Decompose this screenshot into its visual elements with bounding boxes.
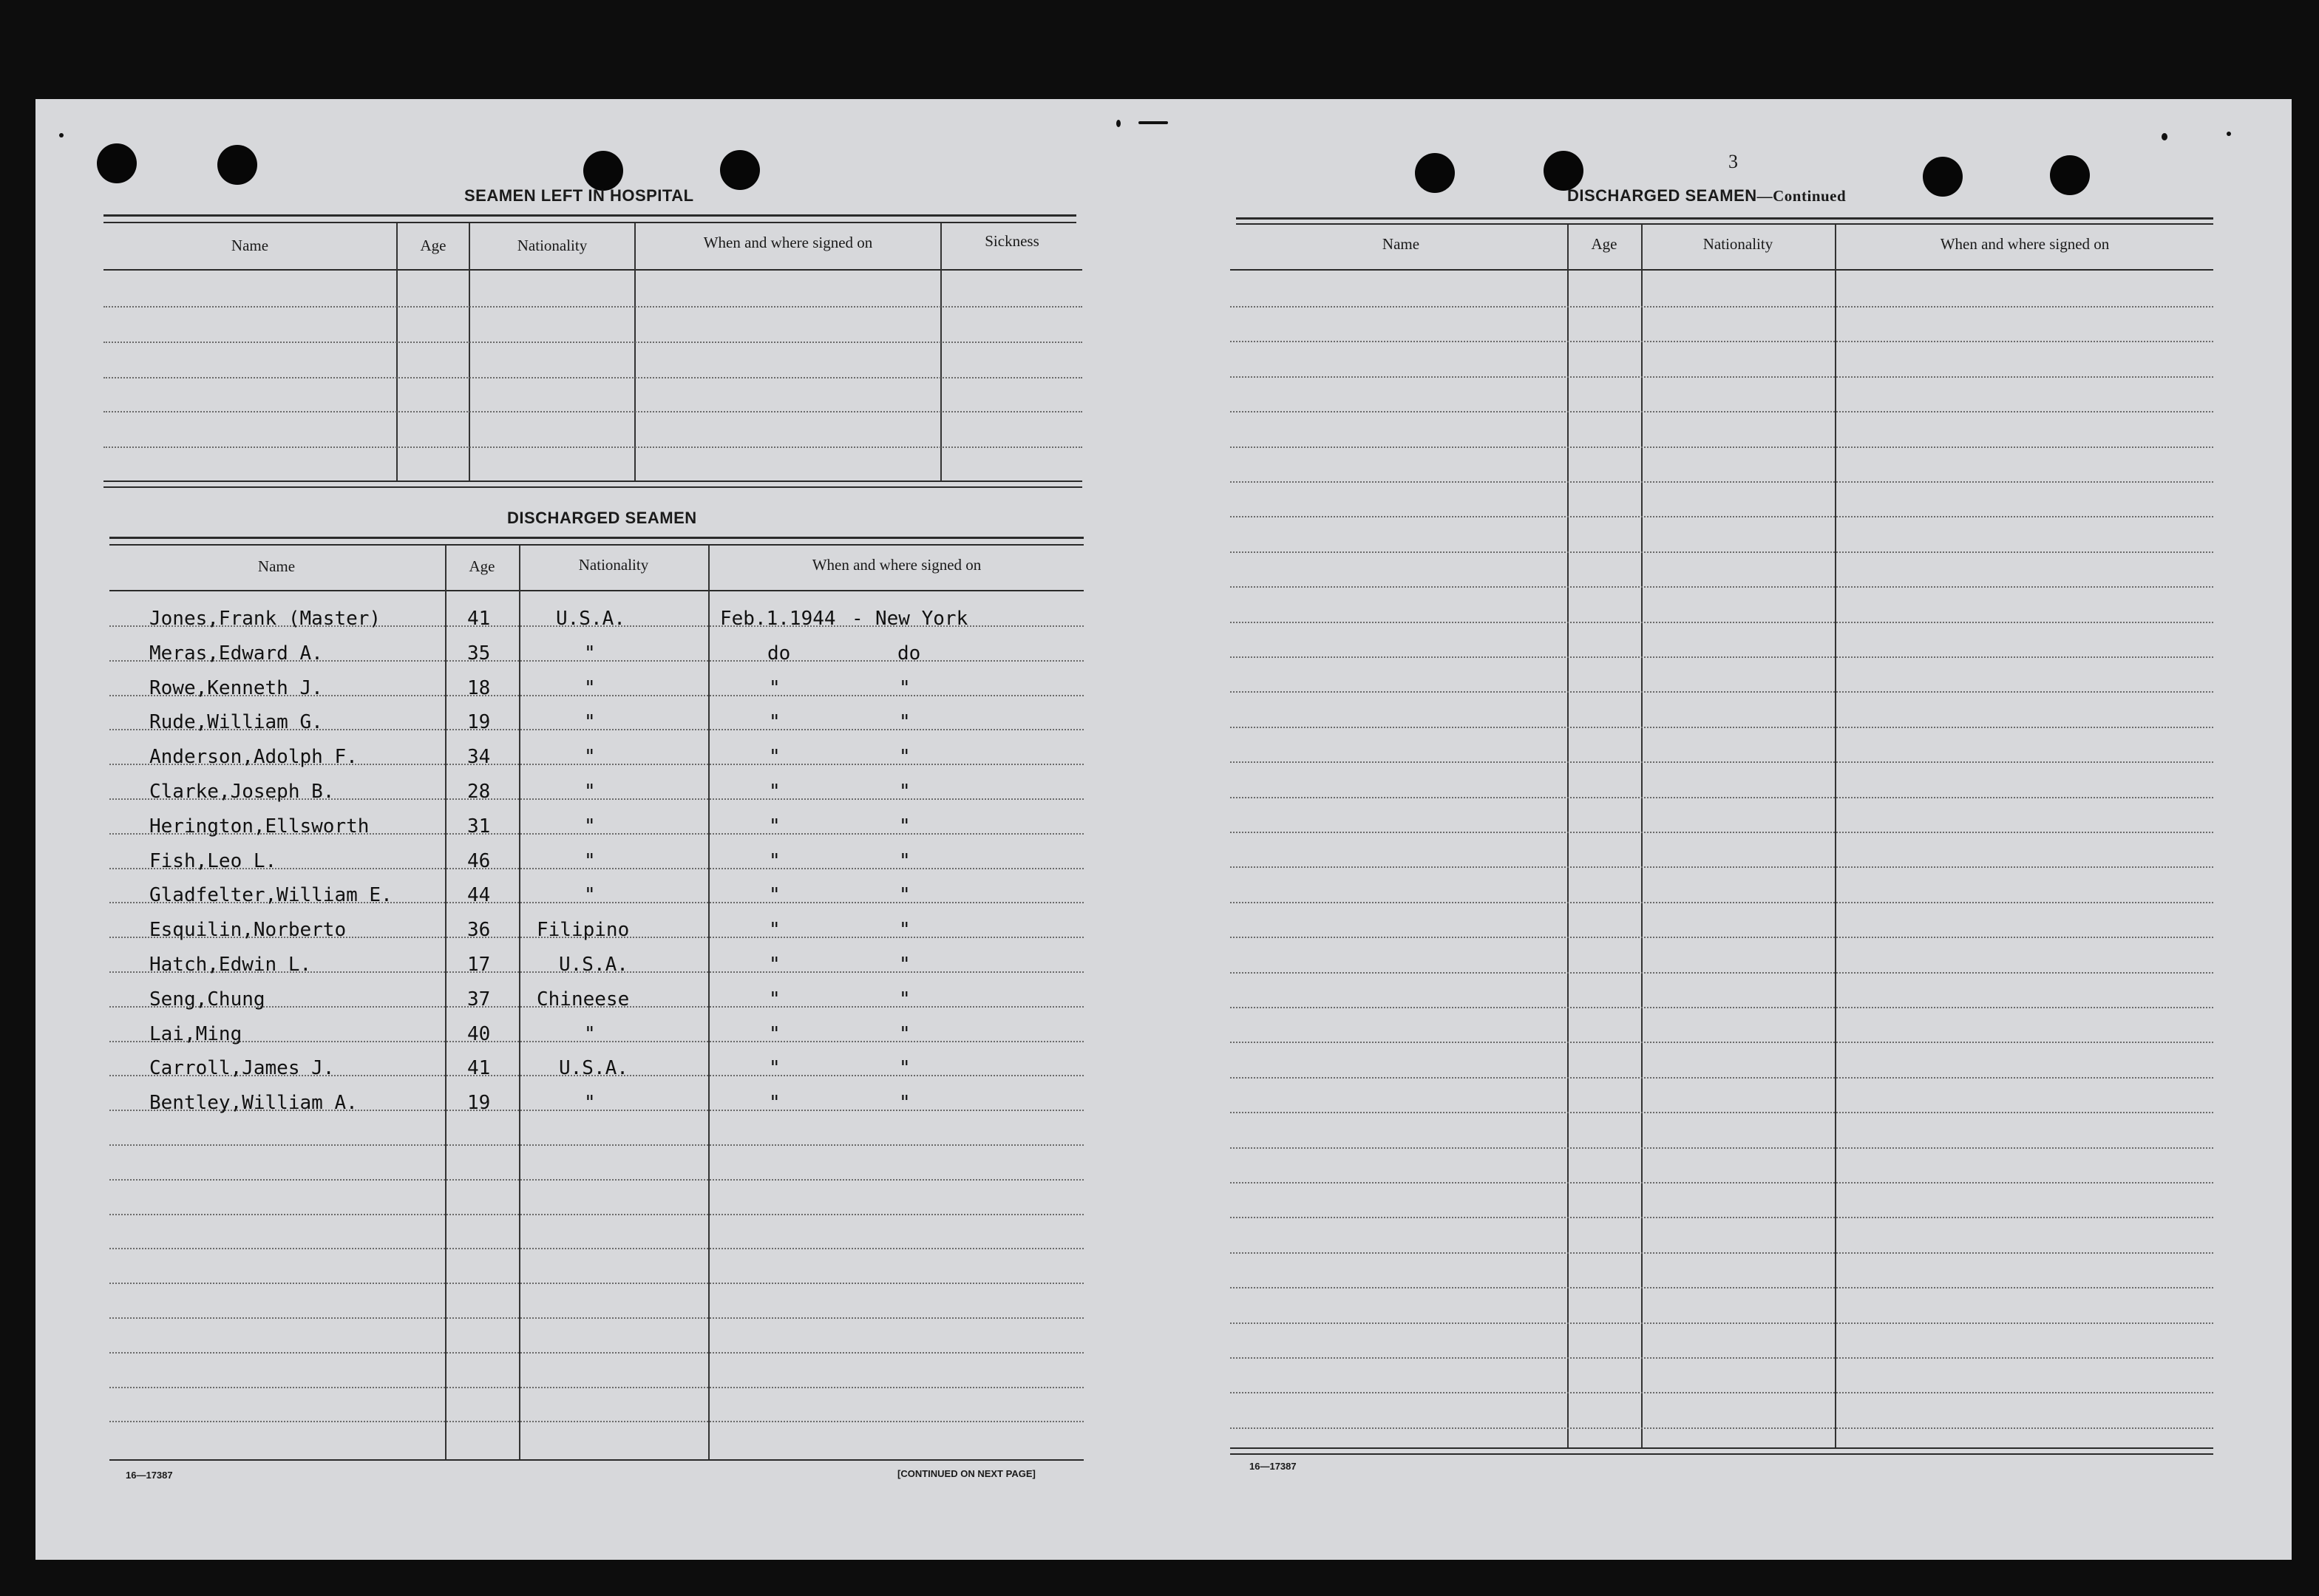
continued-row-line	[1230, 1112, 2213, 1113]
cell-when: "	[769, 1057, 781, 1079]
continued-header-rule	[1230, 269, 2213, 271]
continued-row-line	[1230, 1147, 2213, 1149]
continued-row-line	[1230, 411, 2213, 412]
cell-name: Bentley,William A.	[149, 1092, 358, 1114]
cell-age: 36	[467, 919, 491, 941]
punch-hole	[1415, 153, 1455, 193]
hospital-top-rule	[103, 214, 1076, 217]
discharged-col-when-where: When and where signed on	[812, 556, 982, 574]
cell-where: "	[899, 1057, 911, 1079]
cell-when: "	[769, 815, 781, 838]
continued-row-line	[1230, 797, 2213, 798]
cell-age: 41	[467, 1057, 491, 1079]
discharged-col-name: Name	[257, 557, 296, 575]
cell-when: "	[769, 1092, 781, 1114]
continued-row-line	[1230, 1357, 2213, 1359]
cell-name: Anderson,Adolph F.	[149, 746, 358, 768]
continued-row-line	[1230, 656, 2213, 658]
hospital-top-rule-2	[103, 222, 1076, 223]
discharged-row-line	[109, 1041, 1084, 1042]
form-number-right: 16—17387	[1249, 1461, 1297, 1472]
discharged-row-line	[109, 1248, 1084, 1249]
continued-row-line	[1230, 1322, 2213, 1324]
continued-title-main: DISCHARGED SEAMEN	[1567, 186, 1757, 205]
hospital-col-sickness: Sickness	[985, 232, 1039, 250]
continued-top-rule	[1236, 217, 2213, 220]
cell-name: Gladfelter,William E.	[149, 884, 393, 906]
continued-row-line	[1230, 1007, 2213, 1008]
discharged-col-divider	[519, 546, 520, 1461]
page-number: 3	[1728, 151, 1738, 172]
cell-name: Esquilin,Norberto	[149, 919, 347, 941]
cell-where: "	[899, 954, 911, 976]
continued-row-line	[1230, 551, 2213, 553]
discharged-row-line	[109, 1421, 1084, 1422]
hospital-col-divider	[469, 223, 470, 482]
cell-name: Fish,Leo L.	[149, 850, 277, 872]
cell-nationality: Chineese	[537, 988, 630, 1011]
continued-col-divider	[1567, 225, 1569, 1449]
continued-row-line	[1230, 832, 2213, 833]
discharged-top-rule	[109, 537, 1084, 539]
continued-row-line	[1230, 691, 2213, 693]
cell-when: "	[769, 919, 781, 941]
discharged-bottom-rule	[109, 1459, 1084, 1461]
continued-row-line	[1230, 1287, 2213, 1288]
hospital-bottom-rule-2	[103, 486, 1082, 488]
cell-where: New York	[875, 608, 968, 630]
cell-where: "	[899, 1023, 911, 1045]
cell-when: "	[769, 711, 781, 733]
cell-where: "	[899, 815, 911, 838]
continued-row-line	[1230, 446, 2213, 448]
cell-nationality: "	[584, 711, 596, 733]
cell-age: 28	[467, 781, 491, 803]
cell-where: do	[897, 642, 921, 665]
continued-row-line	[1230, 1217, 2213, 1218]
cell-nationality: "	[584, 1023, 596, 1045]
cell-name: Rowe,Kenneth J.	[149, 677, 323, 699]
cell-name: Jones,Frank (Master)	[149, 608, 381, 630]
cell-age: 41	[467, 608, 491, 630]
continued-title-suffix: —Continued	[1756, 187, 1847, 205]
continued-row-line	[1230, 1427, 2213, 1429]
continued-bottom-rule	[1230, 1447, 2213, 1449]
punch-hole	[1923, 157, 1963, 197]
continued-row-line	[1230, 727, 2213, 728]
discharged-row-line	[109, 1317, 1084, 1319]
hospital-col-nationality: Nationality	[517, 237, 588, 254]
discharged-row-line	[109, 1387, 1084, 1388]
discharged-row-line	[109, 1144, 1084, 1146]
ledger-sheet	[35, 99, 2292, 1560]
continued-col-divider	[1835, 225, 1836, 1449]
cell-nationality: "	[584, 884, 596, 906]
continued-title	[1567, 186, 1846, 206]
continued-row-line	[1230, 1042, 2213, 1043]
cell-age: 37	[467, 988, 491, 1011]
continued-row-line	[1230, 1182, 2213, 1184]
cell-when: "	[769, 781, 781, 803]
hospital-col-divider	[940, 223, 942, 482]
speck	[59, 133, 64, 137]
cell-age: 18	[467, 677, 491, 699]
cell-age: 17	[467, 954, 491, 976]
discharged-col-nationality: Nationality	[578, 556, 649, 574]
discharged-col-age: Age	[469, 557, 495, 575]
cell-age: 46	[467, 850, 491, 872]
continued-top-rule-2	[1236, 223, 2213, 225]
continued-row-line	[1230, 376, 2213, 378]
cell-when: "	[769, 1023, 781, 1045]
speck	[2162, 133, 2167, 140]
continued-row-line	[1230, 306, 2213, 308]
hospital-row-line	[103, 306, 1082, 308]
cell-nationality: "	[584, 642, 596, 665]
discharged-row-line	[109, 1352, 1084, 1354]
discharged-title: DISCHARGED SEAMEN	[507, 509, 697, 527]
continued-row-line	[1230, 1077, 2213, 1079]
cell-age: 40	[467, 1023, 491, 1045]
hospital-row-line	[103, 342, 1082, 343]
continued-col-age: Age	[1591, 235, 1617, 253]
continued-row-line	[1230, 902, 2213, 903]
hospital-col-age: Age	[420, 237, 447, 254]
cell-when: Feb.1.1944	[720, 608, 836, 630]
hospital-col-divider	[634, 223, 636, 482]
cell-when: "	[769, 677, 781, 699]
cell-nationality: U.S.A.	[559, 954, 628, 976]
continued-row-line	[1230, 1252, 2213, 1254]
continued-row-line	[1230, 481, 2213, 483]
speck	[2227, 132, 2231, 136]
cell-name: Seng,Chung	[149, 988, 265, 1011]
cell-when: do	[767, 642, 791, 665]
cell-nationality: "	[584, 815, 596, 838]
punch-hole	[97, 143, 137, 183]
cell-when: "	[769, 746, 781, 768]
cell-where: "	[899, 781, 911, 803]
speck	[1138, 121, 1168, 124]
hospital-row-line	[103, 446, 1082, 448]
cell-nationality: "	[584, 746, 596, 768]
continued-col-nationality: Nationality	[1702, 235, 1773, 253]
continued-row-line	[1230, 586, 2213, 588]
cell-where: "	[899, 884, 911, 906]
cell-nationality: "	[584, 781, 596, 803]
cell-age: 31	[467, 815, 491, 838]
cell-when: "	[769, 850, 781, 872]
cell-name: Herington,Ellsworth	[149, 815, 370, 838]
punch-hole	[1544, 151, 1583, 191]
cell-where: "	[899, 919, 911, 941]
punch-hole	[720, 150, 760, 190]
cell-nationality: "	[584, 850, 596, 872]
cell-where: "	[899, 677, 911, 699]
punch-hole	[217, 145, 257, 185]
continued-bottom-rule-2	[1230, 1453, 2213, 1455]
continued-row-line	[1230, 972, 2213, 974]
cell-where: "	[899, 1092, 911, 1114]
continued-row-line	[1230, 937, 2213, 938]
discharged-row-line	[109, 1214, 1084, 1215]
cell-name: Hatch,Edwin L.	[149, 954, 312, 976]
cell-when: "	[769, 988, 781, 1011]
cell-nationality: "	[584, 677, 596, 699]
cell-age: 35	[467, 642, 491, 665]
cell-age: 44	[467, 884, 491, 906]
cell-nationality: U.S.A.	[556, 608, 625, 630]
hospital-row-line	[103, 377, 1082, 378]
hospital-row-line	[103, 411, 1082, 412]
continued-row-line	[1230, 341, 2213, 342]
cell-age: 19	[467, 1092, 491, 1114]
cell-nationality: "	[584, 1092, 596, 1114]
punch-hole	[2050, 155, 2090, 195]
discharged-row-line	[109, 1179, 1084, 1181]
continued-col-divider	[1641, 225, 1643, 1449]
speck	[1116, 120, 1121, 127]
cell-when: "	[769, 954, 781, 976]
cell-name: Carroll,James J.	[149, 1057, 335, 1079]
cell-name: Meras,Edward A.	[149, 642, 323, 665]
continued-col-name: Name	[1382, 235, 1420, 253]
continued-row-line	[1230, 516, 2213, 517]
continued-col-when-where: When and where signed on	[1940, 235, 2110, 253]
continued-note: [CONTINUED ON NEXT PAGE]	[897, 1468, 1036, 1479]
cell-dash: -	[852, 608, 863, 630]
form-number: 16—17387	[126, 1470, 173, 1481]
hospital-col-name: Name	[231, 237, 269, 254]
cell-name: Rude,William G.	[149, 711, 323, 733]
cell-when: "	[769, 884, 781, 906]
continued-row-line	[1230, 761, 2213, 763]
continued-row-line	[1230, 866, 2213, 868]
cell-name: Clarke,Joseph B.	[149, 781, 335, 803]
hospital-header-rule	[103, 269, 1082, 271]
cell-name: Lai,Ming	[149, 1023, 242, 1045]
punch-hole	[583, 151, 623, 191]
discharged-col-divider	[708, 546, 710, 1461]
cell-nationality: U.S.A.	[559, 1057, 628, 1079]
cell-where: "	[899, 850, 911, 872]
cell-where: "	[899, 746, 911, 768]
discharged-row-line	[109, 1283, 1084, 1284]
discharged-top-rule-2	[109, 544, 1084, 546]
hospital-title: SEAMEN LEFT IN HOSPITAL	[464, 186, 694, 205]
continued-row-line	[1230, 1392, 2213, 1393]
discharged-header-rule	[109, 590, 1084, 591]
hospital-col-when-where: When and where signed on	[703, 234, 873, 251]
hospital-col-divider	[396, 223, 398, 482]
cell-where: "	[899, 988, 911, 1011]
cell-age: 19	[467, 711, 491, 733]
cell-where: "	[899, 711, 911, 733]
cell-nationality: Filipino	[537, 919, 630, 941]
hospital-bottom-rule	[103, 481, 1082, 482]
discharged-col-divider	[445, 546, 447, 1461]
continued-row-line	[1230, 622, 2213, 623]
cell-age: 34	[467, 746, 491, 768]
